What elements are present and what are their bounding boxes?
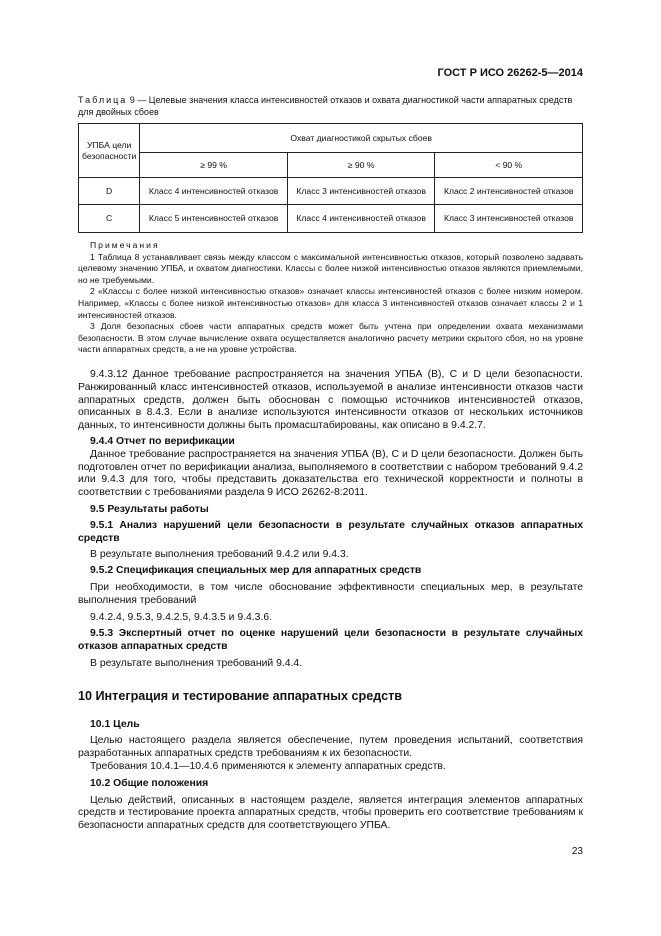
heading-9-5-2: 9.5.2 Спецификация специальных мер для аппаратных средств <box>90 565 422 577</box>
row-label: C <box>79 205 140 233</box>
paragraph-9-4-3-12: 9.4.3.12 Данное требование распространяется на значения УПБА (В), С и D цели безопасности. Ранжированный класс интенсивностей отказов, используемой в анализе интенсивности отказов части аппаратных средств, должен быть обоснован с помощью источников интенсивностей отказов, описанных в 8.4.3. Если в анализе используются интенсивности отказов от нескольких источников данных, то интенсивности должны быть промасштабированы, как описано в 9.4.2.7. <box>78 369 583 432</box>
table-row <box>79 205 583 233</box>
notes-title: Примечания <box>90 240 160 250</box>
paragraph-9-5-1: В результате выполнения требований 9.4.2 или 9.4.3. <box>90 549 349 561</box>
paragraph-9-5-2-refs: 9.4.2.4, 9.5.3, 9.4.2.5, 9.4.3.5 и 9.4.3.6. <box>90 611 272 623</box>
heading-9-5-1: 9.5.1 Анализ нарушений цели безопасности в результате случайных отказов аппаратных средств <box>78 519 583 544</box>
paragraph-10-1-a: Целью настоящего раздела является обеспечение, путем проведения испытаний, соответствия разработанных аппаратных средств требованиям к их безопасности. <box>78 735 583 760</box>
body-text <box>78 369 583 833</box>
diagnostic-coverage-table <box>78 123 583 233</box>
table-caption-word: Таблица <box>78 95 128 105</box>
table-cell: Класс 3 интенсивностей отказов <box>435 205 583 233</box>
table-row <box>79 178 583 205</box>
table-caption-text: 9 — Целевые значения класса интенсивностей отказов и охвата диагностикой части аппаратных средств для двойных сбоев <box>78 95 573 117</box>
table-cell: Класс 4 интенсивностей отказов <box>287 205 435 233</box>
paragraph-9-5-2: При необходимости, в том числе обоснование эффективности специальных мер, в результате выполнения требований <box>78 581 583 606</box>
table-cell: Класс 5 интенсивностей отказов <box>140 205 288 233</box>
table-cell: Класс 2 интенсивностей отказов <box>435 178 583 205</box>
paragraph-10-2: Целью действий, описанных в настоящем разделе, является интеграция элементов аппаратных средств и тестирование проекта аппаратных средств, чтобы проверить его соответствие требованиям к безопасности аппаратных средств для соответствующего УПБА. <box>78 794 583 832</box>
heading-9-4-4: 9.4.4 Отчет по верификации <box>90 435 235 447</box>
heading-9-5: 9.5 Результаты работы <box>90 503 209 515</box>
note-item: 2 «Классы с более низкой интенсивностью отказов» означает классы интенсивностей отказов с более низким номером. Например, «Классы с более низкой интенсивностью отказов» для класса 3 интенсивностей отказов означает классы 2 и 1 интенсивностей отказов. <box>78 286 583 320</box>
paragraph-10-1-b: Требования 10.4.1—10.4.6 применяются к элементу аппаратных средств. <box>90 760 446 772</box>
document-header: ГОСТ Р ИСО 26262-5—2014 <box>437 67 583 79</box>
table-notes <box>78 240 583 356</box>
heading-9-5-3: 9.5.3 Экспертный отчет по оценке нарушений цели безопасности в результате случайных отказов аппаратных средств <box>78 628 583 653</box>
table-cell: Класс 3 интенсивностей отказов <box>287 178 435 205</box>
row-header-cell: УПБА цели безопасности <box>79 124 140 178</box>
table-caption <box>78 94 583 118</box>
table-cell: Класс 4 интенсивностей отказов <box>140 178 288 205</box>
group-header-cell: Охват диагностикой скрытых сбоев <box>140 124 583 153</box>
heading-10-1: 10.1 Цель <box>90 718 140 730</box>
note-item: 1 Таблица 8 устанавливает связь между классом с максимальной интенсивностью отказов, который позволено задавать целевому значению УПБА, и охватом диагностики. Классы с более низкой интенсивностью отказов являются приемлемыми, но не требуемыми. <box>78 251 583 285</box>
column-header-90: ≥ 90 % <box>287 153 435 178</box>
paragraph-9-5-3: В результате выполнения требований 9.4.4. <box>90 657 303 669</box>
column-header-99: ≥ 99 % <box>140 153 288 178</box>
column-header-lt90: < 90 % <box>435 153 583 178</box>
page-number: 23 <box>571 846 583 857</box>
paragraph-9-4-4: Данное требование распространяется на значения УПБА (В), С и D цели безопасности. Должен быть подготовлен отчет по верификации анализа, выполняемого в соответствии с набором требований 9.4.2 или 9.4.3 для того, чтобы представить доказательства его технической корректности и полноты в соответствии с требованиями раздела 9 ИСО 26262-8:2011. <box>78 448 583 499</box>
row-label: D <box>79 178 140 205</box>
heading-section-10: 10 Интеграция и тестирование аппаратных средств <box>78 688 402 703</box>
note-item: 3 Доля безопасных сбоев части аппаратных средств может быть учтена при определении охвата механизмами безопасности. В этом случае вычисление охвата осуществляется аналогично расчету метрики скрытого сбоя, но на уровне части аппаратных средств, а не на уровне устройства. <box>78 321 583 355</box>
heading-10-2: 10.2 Общие положения <box>90 777 209 789</box>
